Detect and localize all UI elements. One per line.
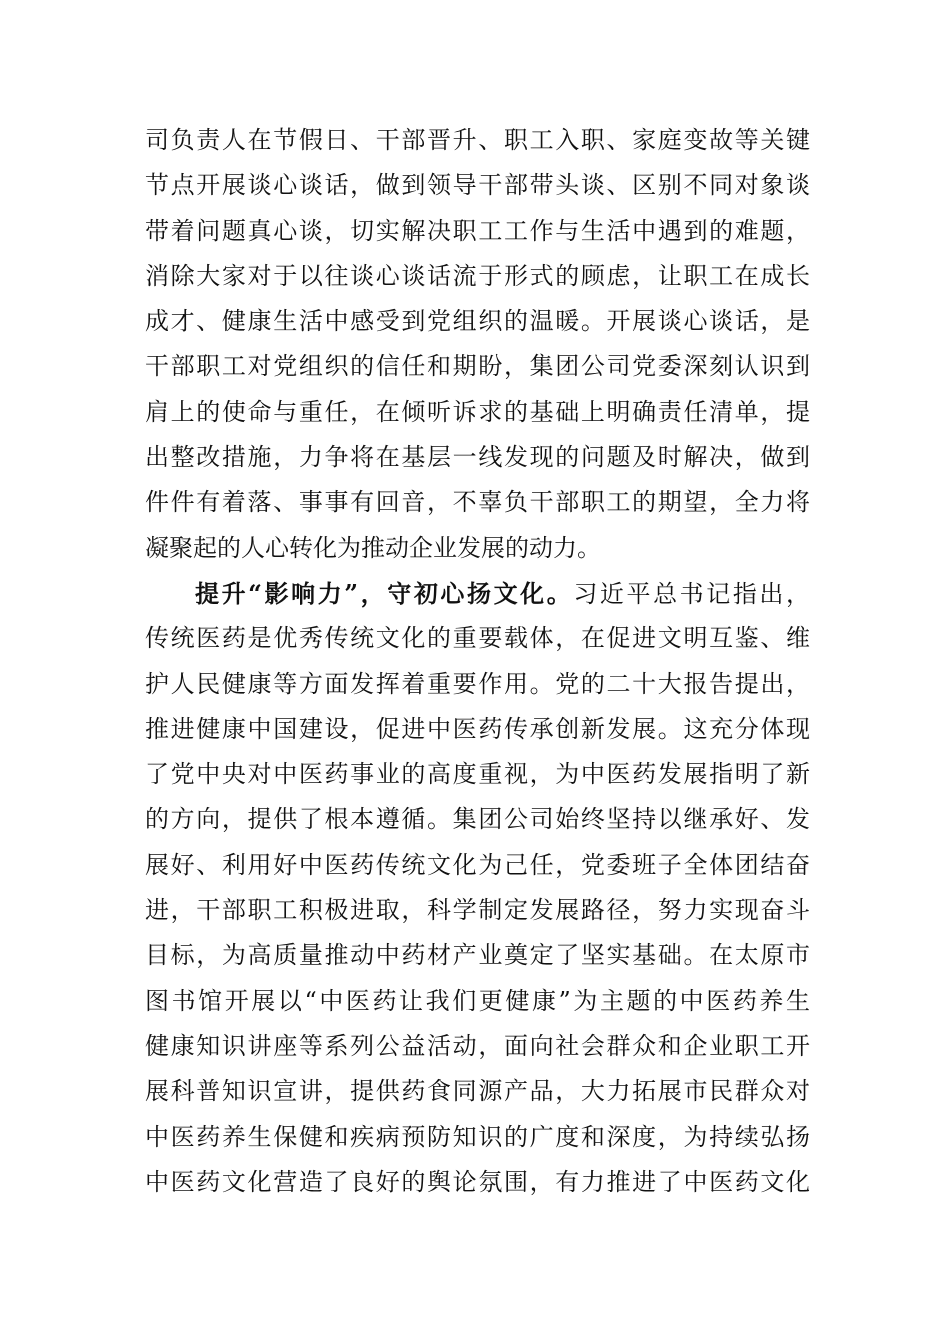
text-line: 件件有着落、事事有回音，不辜负干部职工的期望，全力将: [145, 488, 810, 517]
text-line: 图书馆开展以“中医药让我们更健康”为主题的中医药养生: [145, 986, 810, 1015]
text-line: 带着问题真心谈，切实解决职工工作与生活中遇到的难题，: [145, 216, 810, 245]
text-line: 传统医药是优秀传统文化的重要载体，在促进文明互鉴、维: [145, 624, 810, 653]
text-line: 目标，为高质量推动中药材产业奠定了坚实基础。在太原市: [145, 941, 810, 970]
text-line: 司负责人在节假日、干部晋升、职工入职、家庭变故等关键: [145, 126, 810, 154]
text-line: 干部职工对党组织的信任和期盼，集团公司党委深刻认识到: [145, 352, 810, 381]
text-line: 中医药养生保健和疾病预防知识的广度和深度，为持续弘扬: [145, 1122, 810, 1151]
text-line: 成才、健康生活中感受到党组织的温暖。开展谈心谈话，是: [145, 307, 810, 336]
text-line: 展好、利用好中医药传统文化为己任，党委班子全体团结奋: [145, 850, 810, 879]
text-line: 出整改措施，力争将在基层一线发现的问题及时解决，做到: [145, 443, 810, 472]
text-line: 健康知识讲座等系列公益活动，面向社会群众和企业职工开: [145, 1031, 810, 1060]
text-line: 中医药文化营造了良好的舆论氛围，有力推进了中医药文化: [145, 1167, 810, 1196]
text-line: 了党中央对中医药事业的高度重视，为中医药发展指明了新: [145, 760, 810, 789]
text-line: 凝聚起的人心转化为推动企业发展的动力。: [145, 533, 601, 562]
text-line: 进，干部职工积极进取，科学制定发展路径，努力实现奋斗: [145, 896, 810, 925]
heading-following-text: 习近平总书记指出，: [573, 579, 810, 608]
text-line: 的方向，提供了根本遵循。集团公司始终坚持以继承好、发: [145, 805, 810, 834]
text-line: 节点开展谈心谈话，做到领导干部带头谈、区别不同对象谈: [145, 171, 810, 200]
paragraph-first-line: [145, 571, 810, 616]
body-text: [145, 118, 810, 1205]
text-line: 护人民健康等方面发挥着重要作用。党的二十大报告提出，: [145, 669, 810, 698]
text-line: 消除大家对于以往谈心谈话流于形式的顾虑，让职工在成长: [145, 261, 810, 290]
text-line: 展科普知识宣讲，提供药食同源产品，大力拓展市民群众对: [145, 1077, 810, 1106]
text-line: 推进健康中国建设，促进中医药传承创新发展。这充分体现: [145, 714, 810, 743]
text-line: 肩上的使命与重任，在倾听诉求的基础上明确责任清单，提: [145, 397, 810, 426]
section-heading: 提升“影响力”，守初心扬文化。: [195, 578, 574, 608]
paragraph-culture: [145, 571, 810, 1205]
paragraph-talks: [145, 118, 810, 571]
